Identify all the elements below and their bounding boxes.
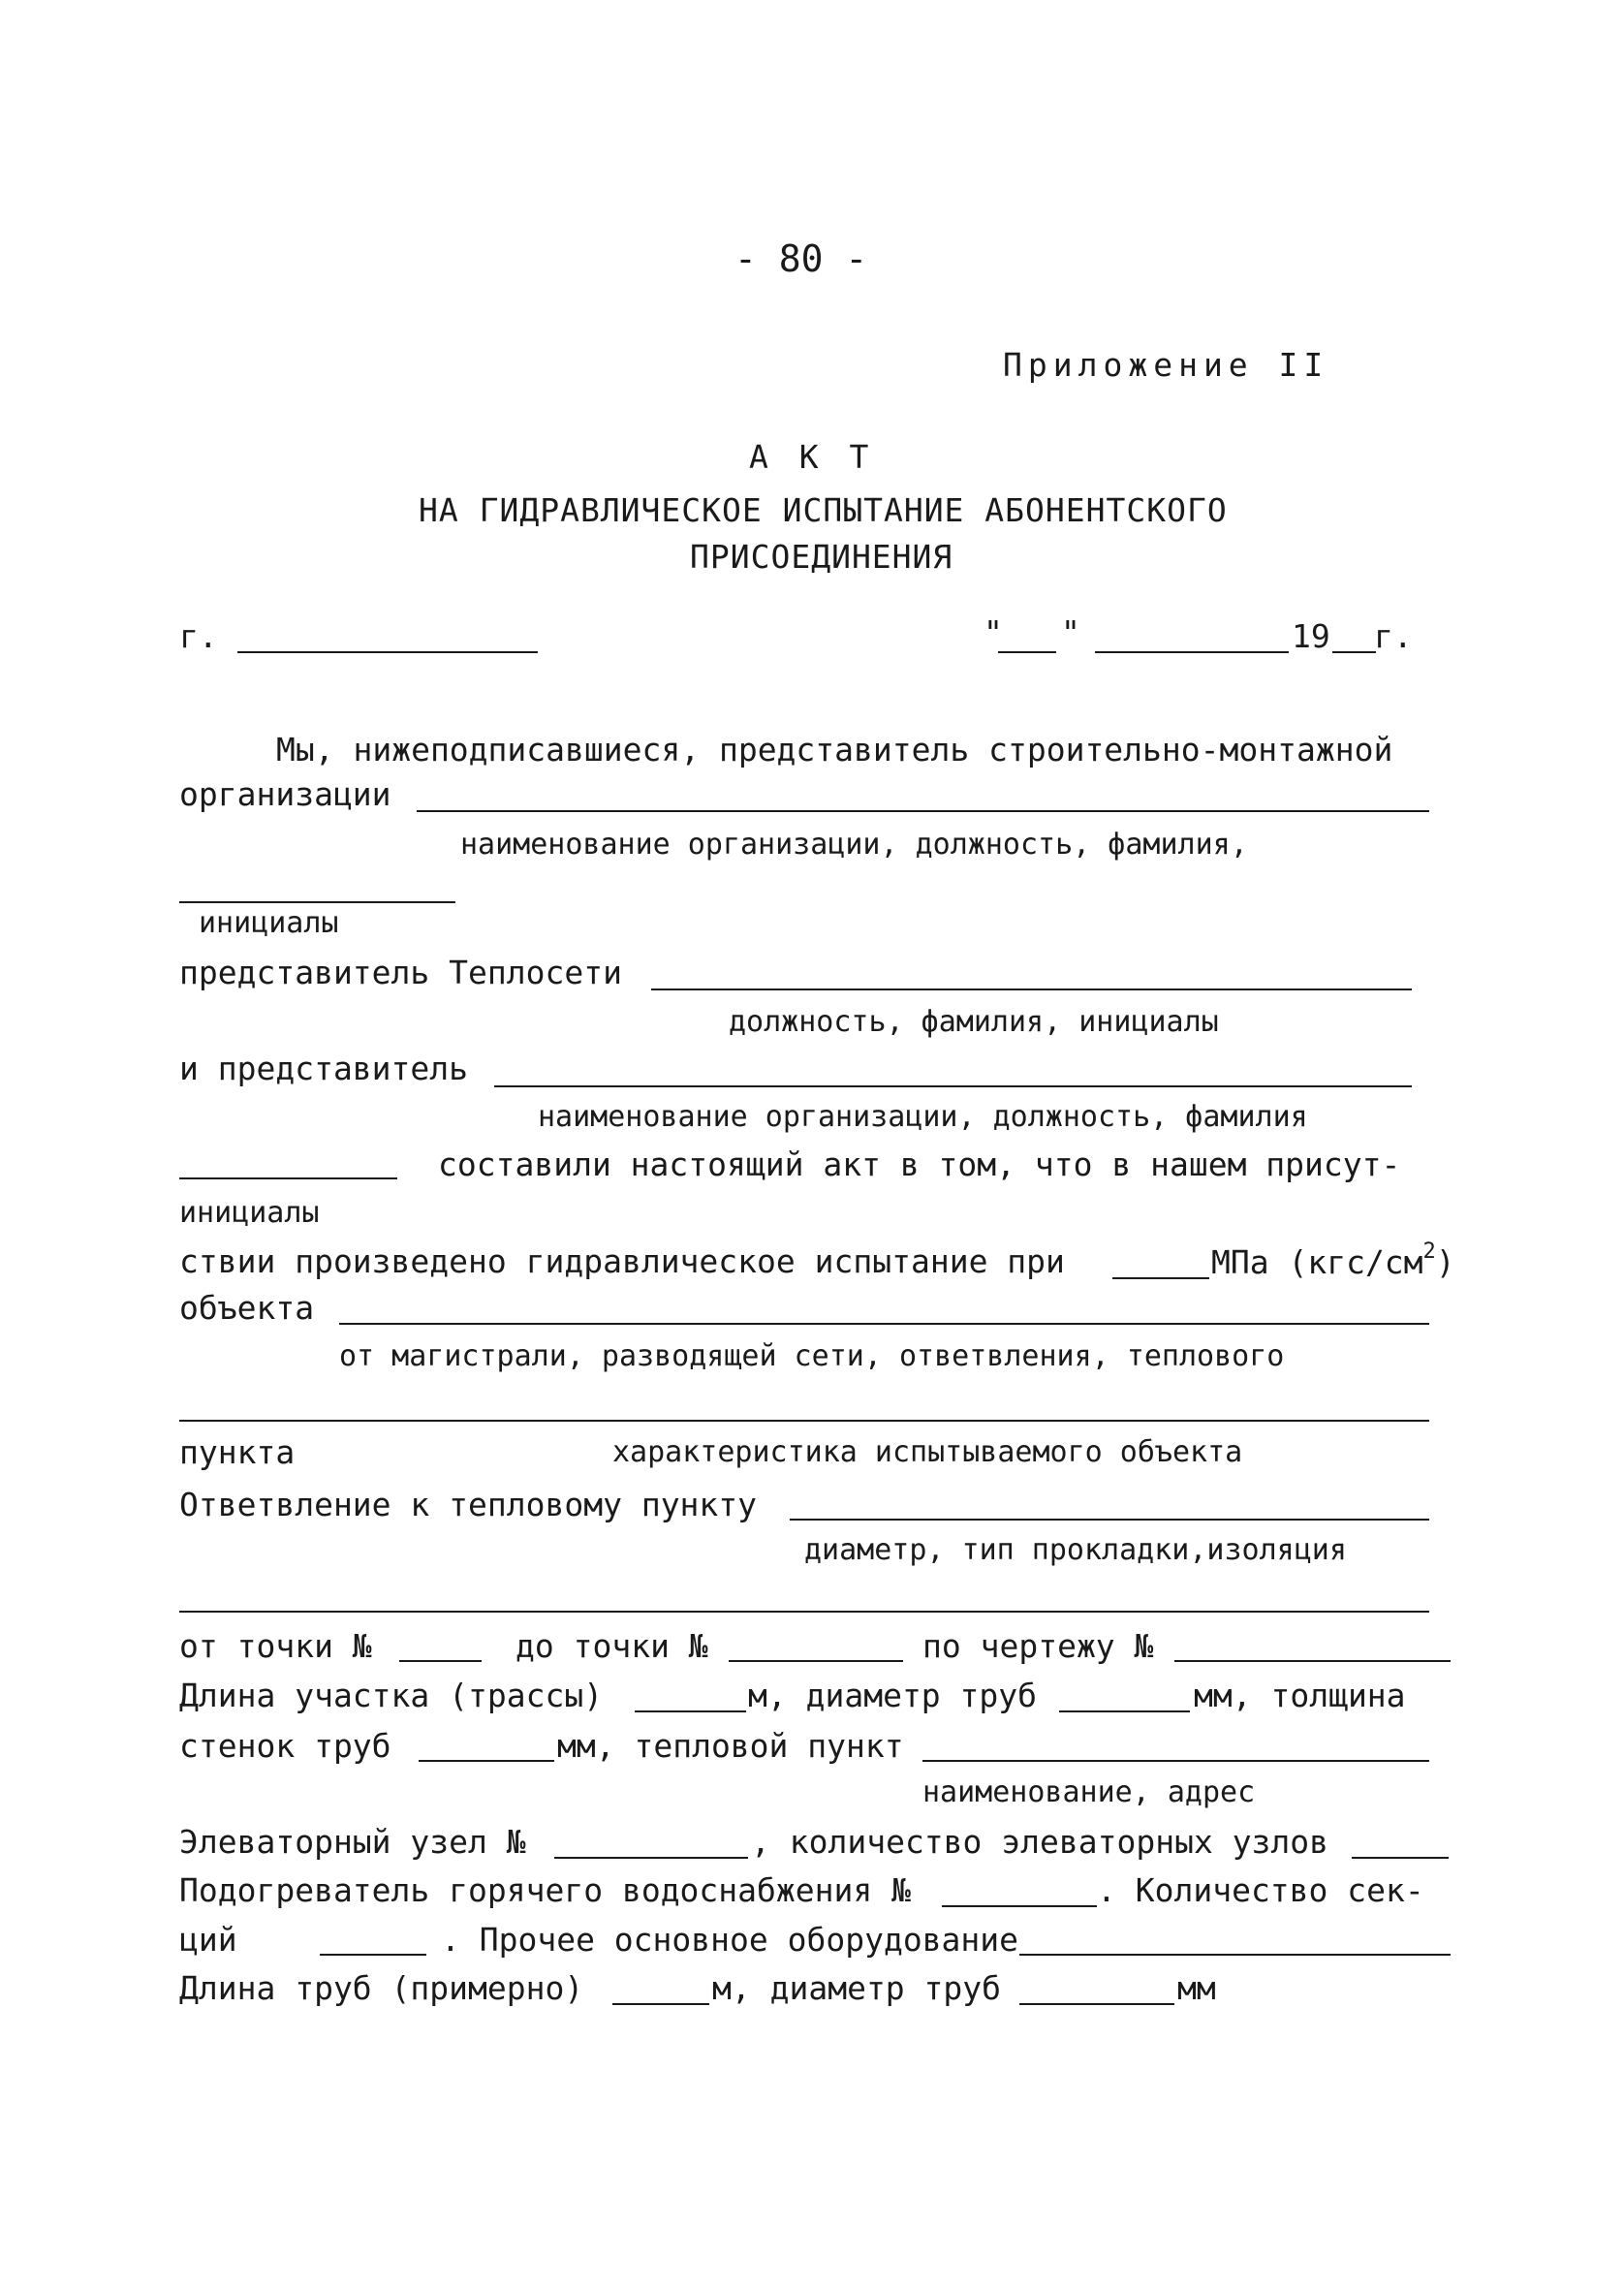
pipes-diameter-unit: мм bbox=[1177, 1969, 1216, 2007]
rep-field[interactable] bbox=[494, 1085, 1412, 1087]
teploset-field[interactable] bbox=[651, 988, 1412, 990]
pipes-length-label: Длина труб (примерно) bbox=[179, 1969, 584, 2007]
sections-field[interactable] bbox=[320, 1954, 426, 1956]
teploset-label: представитель Теплосети bbox=[179, 954, 622, 991]
length-label: Длина участка (трассы) bbox=[179, 1677, 604, 1714]
object-hint: от магистрали, разводящей сети, ответвления, теплового bbox=[339, 1339, 1285, 1373]
initials-field-1[interactable] bbox=[179, 901, 455, 903]
drawing-field[interactable] bbox=[1174, 1660, 1451, 1662]
drawing-label: по чертежу № bbox=[922, 1627, 1154, 1665]
initials-field-2[interactable] bbox=[179, 1177, 397, 1179]
heater-label: Подогреватель горячего водоснабжения № bbox=[179, 1871, 911, 1909]
other-equipment-label: . Прочее основное оборудование bbox=[441, 1921, 1019, 1959]
elevator-number-field[interactable] bbox=[554, 1857, 748, 1859]
page-number: - 80 - bbox=[734, 237, 868, 280]
wall-label: стенок труб bbox=[179, 1727, 391, 1765]
composed-text: составили настоящий акт в том, что в нашем присут- bbox=[438, 1145, 1401, 1183]
sections-label: ций bbox=[179, 1921, 237, 1959]
length-field[interactable] bbox=[635, 1710, 746, 1712]
punkt-label: пункта bbox=[179, 1433, 296, 1471]
branch-field[interactable] bbox=[790, 1519, 1429, 1521]
elevator-label: Элеваторный узел № bbox=[179, 1823, 526, 1861]
year-field[interactable] bbox=[1332, 651, 1376, 653]
test-text: ствии произведено гидравлическое испытание при bbox=[179, 1242, 1065, 1280]
other-equipment-field[interactable] bbox=[1019, 1954, 1451, 1956]
appendix-label: Приложение II bbox=[1003, 346, 1329, 384]
station-hint: наименование, адрес bbox=[922, 1775, 1256, 1809]
org-label: организации bbox=[179, 775, 391, 813]
date-quote-open: " bbox=[984, 613, 1003, 651]
to-point-label: до точки № bbox=[515, 1627, 708, 1665]
object-field[interactable] bbox=[339, 1323, 1429, 1325]
document-title-line3: ПРИСОЕДИНЕНИЯ bbox=[690, 538, 953, 576]
heater-count-label: . Количество сек- bbox=[1097, 1871, 1424, 1909]
wall-thickness-field[interactable] bbox=[419, 1760, 554, 1762]
initials-hint-2: инициалы bbox=[179, 1196, 320, 1230]
year-prefix: 19 bbox=[1292, 617, 1330, 655]
document-title-line2: НА ГИДРАВЛИЧЕСКОЕ ИСПЫТАНИЕ АБОНЕНТСКОГО bbox=[419, 491, 1228, 529]
branch-label: Ответвление к тепловому пункту bbox=[179, 1486, 758, 1523]
month-field[interactable] bbox=[1095, 651, 1289, 653]
city-field[interactable] bbox=[237, 651, 538, 653]
punkt-hint: характеристика испытываемого объекта bbox=[612, 1435, 1243, 1469]
rep-label: и представитель bbox=[179, 1050, 469, 1087]
document-title: А К Т bbox=[749, 438, 875, 476]
pipes-length-field[interactable] bbox=[612, 2003, 709, 2005]
branch-field-continued[interactable] bbox=[179, 1611, 1429, 1613]
year-suffix: г. bbox=[1374, 617, 1413, 655]
from-point-label: от точки № bbox=[179, 1627, 372, 1665]
to-point-field[interactable] bbox=[729, 1660, 903, 1662]
heater-number-field[interactable] bbox=[942, 1905, 1097, 1907]
pipes-diameter-field[interactable] bbox=[1019, 2003, 1174, 2005]
pressure-unit: МПа $(кгс/см^2)$ bbox=[1211, 1239, 1455, 1281]
pipes-unit: м, диаметр труб bbox=[712, 1969, 1002, 2007]
city-prefix: г. bbox=[179, 617, 218, 655]
from-point-field[interactable] bbox=[399, 1660, 482, 1662]
heat-station-field[interactable] bbox=[922, 1760, 1429, 1762]
org-hint: наименование организации, должность, фамилия, bbox=[460, 828, 1248, 862]
day-field[interactable] bbox=[998, 651, 1056, 653]
branch-hint: диаметр, тип прокладки,изоляция bbox=[804, 1533, 1347, 1567]
org-field[interactable] bbox=[417, 810, 1429, 812]
initials-hint-1: инициалы bbox=[199, 906, 339, 940]
length-unit: м, диаметр труб bbox=[748, 1677, 1038, 1714]
date-quote-close: " bbox=[1061, 613, 1080, 651]
pressure-field[interactable] bbox=[1112, 1277, 1209, 1279]
wall-unit: мм, тепловой пункт bbox=[557, 1727, 904, 1765]
elevator-count-field[interactable] bbox=[1352, 1857, 1449, 1859]
object-field-continued[interactable] bbox=[179, 1420, 1429, 1422]
elevator-count-label: , количество элеваторных узлов bbox=[751, 1823, 1329, 1861]
rep-hint: наименование организации, должность, фамилия bbox=[538, 1100, 1308, 1134]
diameter-unit: мм, толщина bbox=[1194, 1677, 1406, 1714]
teploset-hint: должность, фамилия, инициалы bbox=[729, 1005, 1219, 1039]
intro-text: Мы, нижеподписавшиеся, представитель строительно-монтажной bbox=[276, 731, 1393, 769]
pipe-diameter-field[interactable] bbox=[1059, 1710, 1190, 1712]
object-label: объекта bbox=[179, 1289, 315, 1327]
